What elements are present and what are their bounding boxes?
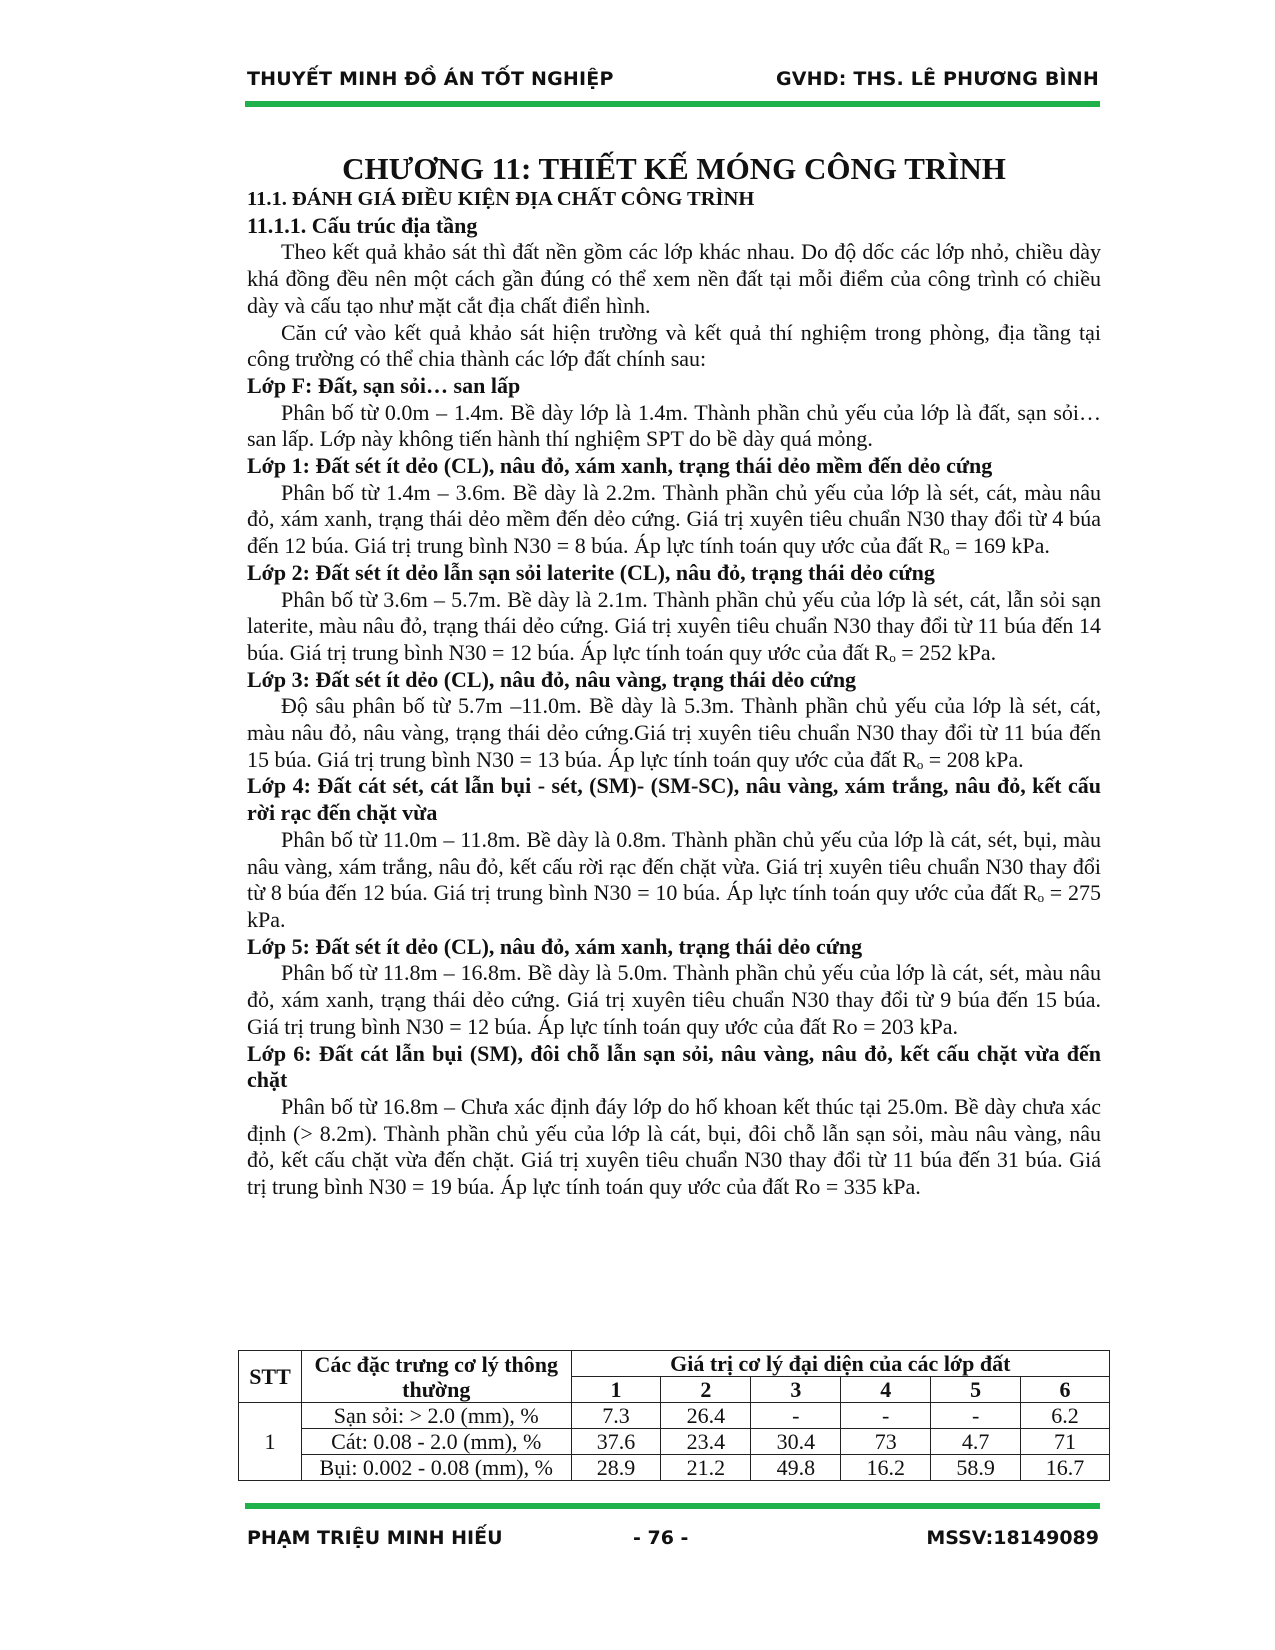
layer-heading: Lớp 2: Đất sét ít dẻo lẫn sạn sỏi laterite (CL), nâu đỏ, trạng thái dẻo cứng xyxy=(247,559,935,585)
layer-number: 6 xyxy=(1021,1377,1110,1403)
table-row xyxy=(239,1403,1110,1429)
table-cell: 4.7 xyxy=(931,1429,1021,1455)
table-cell: 30.4 xyxy=(751,1429,841,1455)
layer-description: Phân bố từ 0.0m – 1.4m. Bề dày lớp là 1.4m. Thành phần chủ yếu của lớp là đất, sạn sỏi… san lấp. Lớp này không tiến hành thí nghiệm SPT do bề dày quá mỏng. xyxy=(247,399,1101,452)
layer-heading: Lớp 3: Đất sét ít dẻo (CL), nâu đỏ, nâu vàng, trạng thái dẻo cứng xyxy=(247,666,857,692)
layer-number: 2 xyxy=(661,1377,751,1403)
layer-description: Phân bố từ 11.8m – 16.8m. Bề dày là 5.0m. Thành phần chủ yếu của lớp là cát, sét, màu nâu đỏ, xám xanh, trạng thái dẻo cứng. Giá trị xuyên tiêu chuẩn N30 thay đổi từ 9 búa đến 15 búa. Giá trị trung bình N30 = 12 búa. Áp lực tính toán quy ước của đất Ro = 203 kPa. xyxy=(247,960,1101,1039)
table-cell: 23.4 xyxy=(661,1429,751,1455)
footer-rule xyxy=(245,1503,1100,1509)
layer-heading: Lớp F: Đất, sạn sỏi… san lấp xyxy=(247,372,521,398)
group-stt: 1 xyxy=(239,1403,302,1481)
page-number: - 76 - xyxy=(633,1527,689,1549)
layer-description: Độ sâu phân bố từ 5.7m –11.0m. Bề dày là 5.3m. Thành phần chủ yếu của lớp là sét, cát, màu nâu đỏ, nâu vàng, trạng thái dẻo cứng.Giá trị xuyên tiêu chuẩn N30 thay đổi từ 11 búa đến 15 búa. Giá trị trung bình N30 = 13 búa. Áp lực tính toán quy ước của đất Rₒ = 208 kPa. xyxy=(247,693,1101,772)
table-cell: 16.7 xyxy=(1021,1455,1110,1481)
table-cell: 37.6 xyxy=(571,1429,661,1455)
table-cell: 73 xyxy=(841,1429,931,1455)
layer-heading: Lớp 4: Đất cát sét, cát lẫn bụi - sét, (SM)- (SM-SC), nâu vàng, xám trắng, nâu đỏ, kết cấu rời rạc đến chặt vừa xyxy=(247,773,1101,826)
footer-author: PHẠM TRIỆU MINH HIẾU xyxy=(247,1527,503,1549)
section-heading: 11.1. ĐÁNH GIÁ ĐIỀU KIỆN ĐỊA CHẤT CÔNG TRÌNH xyxy=(247,188,755,210)
table-row xyxy=(239,1455,1110,1481)
property-label: Bụi: 0.002 - 0.08 (mm), % xyxy=(301,1455,571,1481)
layer-description: Phân bố từ 1.4m – 3.6m. Bề dày là 2.2m. Thành phần chủ yếu của lớp là sét, cát, màu nâu đỏ, xám xanh, trạng thái dẻo mềm đến dẻo cứng. Giá trị xuyên tiêu chuẩn N30 thay đổi từ 4 búa đến 12 búa. Giá trị trung bình N30 = 8 búa. Áp lực tính toán quy ước của đất Rₒ = 169 kPa. xyxy=(247,479,1101,559)
layer-description: Phân bố từ 3.6m – 5.7m. Bề dày là 2.1m. Thành phần chủ yếu của lớp là sét, cát, lẫn sỏi sạn laterite, màu nâu đỏ, trạng thái dẻo cứng. Giá trị xuyên tiêu chuẩn N30 thay đổi từ 11 búa đến 14 búa. Giá trị trung bình N30 = 12 búa. Áp lực tính toán quy ước của đất Rₒ = 252 kPa. xyxy=(247,586,1101,665)
table-header-row xyxy=(239,1351,1110,1377)
property-label: Sạn sỏi: > 2.0 (mm), % xyxy=(301,1403,571,1429)
layer-number: 4 xyxy=(841,1377,931,1403)
properties-header: Các đặc trưng cơ lý thông thường xyxy=(301,1351,571,1403)
layer-number: 1 xyxy=(571,1377,661,1403)
chapter-title: CHƯƠNG 11: THIẾT KẾ MÓNG CÔNG TRÌNH xyxy=(342,151,1006,186)
table-row xyxy=(239,1429,1110,1455)
values-header: Giá trị cơ lý đại diện của các lớp đất xyxy=(571,1351,1109,1377)
property-label: Cát: 0.08 - 2.0 (mm), % xyxy=(301,1429,571,1455)
layer-heading: Lớp 1: Đất sét ít dẻo (CL), nâu đỏ, xám xanh, trạng thái dẻo mềm đến dẻo cứng xyxy=(247,453,993,479)
header-advisor: GVHD: THS. LÊ PHƯƠNG BÌNH xyxy=(775,68,1099,90)
footer-student-id: MSSV:18149089 xyxy=(926,1527,1099,1549)
stt-header: STT xyxy=(239,1351,302,1403)
document-body xyxy=(247,150,1101,1201)
layer-description: Phân bố từ 11.0m – 11.8m. Bề dày là 0.8m. Thành phần chủ yếu của lớp là cát, sét, bụi, màu nâu vàng, xám trắng, nâu đỏ, kết cấu rời rạc đến chặt vừa. Giá trị xuyên tiêu chuẩn N30 thay đổi từ 8 búa đến 12 búa. Giá trị trung bình N30 = 10 búa. Áp lực tính toán quy ước của đất Rₒ = 275 kPa. xyxy=(247,826,1101,932)
table-cell: 21.2 xyxy=(661,1455,751,1481)
subsection-heading: 11.1.1. Cấu trúc địa tầng xyxy=(247,212,478,238)
table-cell: 58.9 xyxy=(931,1455,1021,1481)
layer-description: Phân bố từ 16.8m – Chưa xác định đáy lớp do hố khoan kết thúc tại 25.0m. Bề dày chưa xác định (> 8.2m). Thành phần chủ yếu của lớp là cát, bụi, đôi chỗ lẫn sạn sỏi, màu nâu vàng, nâu đỏ, kết cấu chặt vừa đến chặt. Giá trị xuyên tiêu chuẩn N30 thay đổi từ 11 búa đến 31 búa. Giá trị trung bình N30 = 19 búa. Áp lực tính toán quy ước của đất Ro = 335 kPa. xyxy=(247,1093,1101,1200)
table-cell: - xyxy=(841,1403,931,1429)
table-cell: 6.2 xyxy=(1021,1403,1110,1429)
table-cell: - xyxy=(751,1403,841,1429)
intro-paragraph: Theo kết quả khảo sát thì đất nền gồm các lớp khác nhau. Do độ dốc các lớp nhỏ, chiều dày khá đồng đều nên một cách gần đúng có thể xem nền đất tại mỗi điểm của công trình có chiều dày và cấu tạo như mặt cắt địa chất điển hình. xyxy=(247,239,1101,318)
layer-number: 5 xyxy=(931,1377,1021,1403)
table-cell: 71 xyxy=(1021,1429,1110,1455)
table-cell: 7.3 xyxy=(571,1403,661,1429)
table-cell: 28.9 xyxy=(571,1455,661,1481)
intro-paragraph: Căn cứ vào kết quả khảo sát hiện trường và kết quả thí nghiệm trong phòng, địa tầng tại công trường có thể chia thành các lớp đất chính sau: xyxy=(247,319,1101,372)
header-title: THUYẾT MINH ĐỒ ÁN TỐT NGHIỆP xyxy=(247,68,614,90)
header-rule xyxy=(245,101,1100,107)
layer-heading: Lớp 6: Đất cát lẫn bụi (SM), đôi chỗ lẫn sạn sỏi, nâu vàng, nâu đỏ, kết cấu chặt vừa đến chặt xyxy=(247,1040,1101,1093)
table-cell: 16.2 xyxy=(841,1455,931,1481)
layer-heading: Lớp 5: Đất sét ít dẻo (CL), nâu đỏ, xám xanh, trạng thái dẻo cứng xyxy=(247,933,863,959)
table-cell: - xyxy=(931,1403,1021,1429)
soil-properties-table xyxy=(238,1350,1110,1481)
table-cell: 26.4 xyxy=(661,1403,751,1429)
layer-number: 3 xyxy=(751,1377,841,1403)
table-cell: 49.8 xyxy=(751,1455,841,1481)
